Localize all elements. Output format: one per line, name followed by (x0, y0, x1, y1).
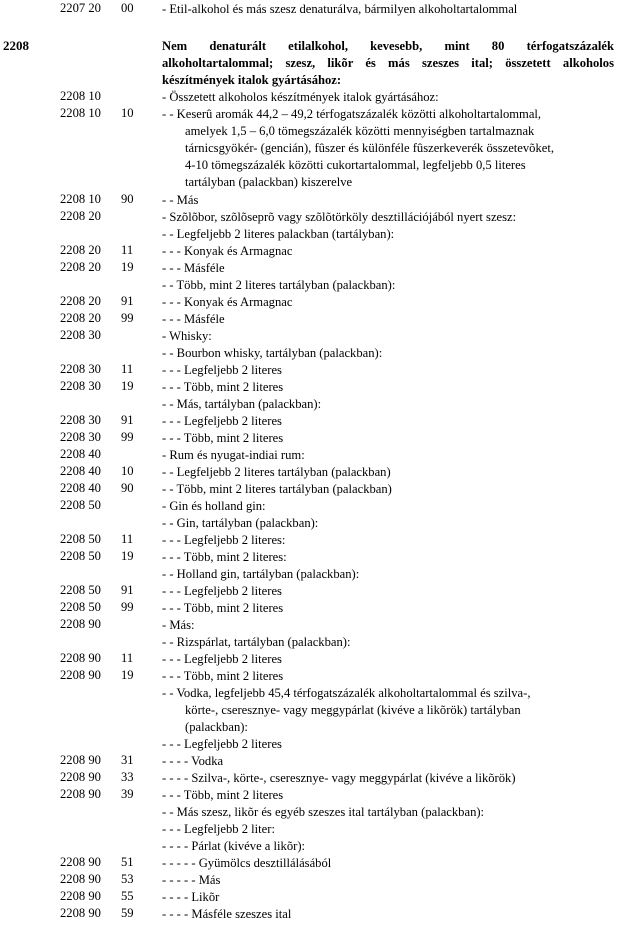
description-line: alkoholtartalommal; szesz, likõr és más szeszes ital; összetett alkoholos (162, 56, 614, 71)
description (162, 668, 614, 685)
description-line: - - - - Másféle szeszes ital (162, 907, 292, 921)
description-line: - Rum és nyugat-indiai rum: (162, 448, 305, 462)
heading-code: 2208 (3, 38, 29, 53)
description-line: - - - Legfeljebb 2 literes (162, 652, 282, 666)
description (162, 38, 614, 89)
subheading-code: 99 (121, 311, 134, 325)
subheading-code: 00 (121, 1, 134, 15)
description-line: - - - - Likõr (162, 890, 220, 904)
description (162, 651, 614, 668)
description-line: - - - Konyak és Armagnac (162, 244, 293, 258)
description-line: - - Vodka, legfeljebb 45,4 térfogatszázalék alkoholtartalommal és szilva-, (162, 686, 531, 700)
subheading-code: 31 (121, 753, 134, 767)
description-line: - - - Több, mint 2 literes: (162, 550, 287, 564)
subheading-code: 33 (121, 770, 134, 784)
description (162, 753, 614, 770)
description-line: - - - - - Más (162, 873, 221, 887)
cn-code: 2208 30 (60, 413, 101, 427)
description (162, 328, 614, 345)
description (162, 481, 614, 498)
description-line: - - - - Párlat (kivéve a likõr): (162, 839, 306, 853)
description-line: - - Bourbon whisky, tartályban (palackban): (162, 346, 383, 360)
cn-code: 2208 10 (60, 192, 101, 206)
cn-code: 2208 90 (60, 855, 101, 869)
description (162, 906, 614, 923)
description (162, 362, 614, 379)
description-line: - - - Legfeljebb 2 liter: (162, 822, 275, 836)
subheading-code: 91 (121, 583, 134, 597)
description (162, 311, 614, 328)
description (162, 770, 614, 787)
cn-code: 2208 30 (60, 362, 101, 376)
description-line: - - Más, tartályban (palackban): (162, 397, 322, 411)
cn-code: 2208 40 (60, 481, 101, 495)
description (162, 192, 614, 209)
description (162, 498, 614, 515)
cn-code: 2208 40 (60, 447, 101, 461)
cn-code: 2208 20 (60, 294, 101, 308)
description (162, 566, 614, 583)
description (162, 106, 614, 191)
subheading-code: 11 (121, 651, 134, 665)
cn-code: 2208 20 (60, 311, 101, 325)
cn-code: 2208 50 (60, 600, 101, 614)
description (162, 447, 614, 464)
description (162, 804, 614, 821)
description (162, 243, 614, 260)
description-line: - - - Több, mint 2 literes (162, 669, 284, 683)
description (162, 464, 614, 481)
cn-code: 2208 20 (60, 243, 101, 257)
cn-code: 2208 90 (60, 889, 101, 903)
description-line: 4-10 tömegszázalék közötti cukortartalommal, legfeljebb 0,5 literes (185, 158, 526, 173)
cn-code: 2208 90 (60, 668, 101, 682)
subheading-code: 19 (121, 379, 134, 393)
subheading-code: 53 (121, 872, 134, 886)
description-line: Nem denaturált etilalkohol, kevesebb, mint 80 térfogatszázalék (162, 39, 614, 53)
subheading-code: 19 (121, 549, 134, 563)
description-line: - - Legfeljebb 2 literes tartályban (palackban) (162, 465, 391, 479)
description (162, 430, 614, 447)
description-line: - - - - Szilva-, körte-, cseresznye- vagy meggypárlat (kivéve a likõrök) (162, 771, 516, 785)
cn-code: 2207 20 (60, 1, 101, 15)
subheading-code: 11 (121, 362, 134, 376)
subheading-code: 19 (121, 668, 134, 682)
description (162, 1, 614, 18)
subheading-code: 10 (121, 106, 134, 120)
description-line: - Whisky: (162, 329, 212, 343)
description (162, 209, 614, 226)
cn-code: 2208 20 (60, 209, 101, 223)
description (162, 277, 614, 294)
cn-code: 2208 50 (60, 583, 101, 597)
description (162, 549, 614, 566)
description-line: - - Rizspárlat, tartályban (palackban): (162, 635, 351, 649)
subheading-code: 10 (121, 464, 134, 478)
subheading-code: 11 (121, 532, 134, 546)
description-line: amelyek 1,5 – 6,0 tömegszázalék közötti mennyiségben tartalmaznak (185, 124, 535, 139)
description (162, 583, 614, 600)
subheading-code: 90 (121, 192, 134, 206)
description-line: - Etil-alkohol és más szesz denaturálva, bármilyen alkoholtartalommal (162, 2, 518, 16)
subheading-code: 91 (121, 413, 134, 427)
description-line: - - - Több, mint 2 literes (162, 431, 284, 445)
subheading-code: 99 (121, 430, 134, 444)
description (162, 515, 614, 532)
cn-code: 2208 50 (60, 549, 101, 563)
subheading-code: 39 (121, 787, 134, 801)
description-line: - - Több, mint 2 literes tartályban (palackban): (162, 278, 396, 292)
cn-code: 2208 30 (60, 328, 101, 342)
description-line: - - - Konyak és Armagnac (162, 295, 293, 309)
description-line: - - - Legfeljebb 2 literes (162, 363, 282, 377)
cn-code: 2208 20 (60, 260, 101, 274)
description-line: - - - Legfeljebb 2 literes (162, 737, 282, 751)
subheading-code: 51 (121, 855, 134, 869)
subheading-code: 55 (121, 889, 134, 903)
cn-code: 2208 50 (60, 532, 101, 546)
description-line: - - - Másféle (162, 312, 225, 326)
description-line: - - Több, mint 2 literes tartályban (palackban) (162, 482, 392, 496)
cn-code: 2208 90 (60, 651, 101, 665)
description (162, 838, 614, 855)
description (162, 736, 614, 753)
description-line: - - Holland gin, tartályban (palackban): (162, 567, 360, 581)
description (162, 413, 614, 430)
cn-code: 2208 90 (60, 787, 101, 801)
description-line: - - - Másféle (162, 261, 225, 275)
description-line: - Más: (162, 618, 195, 632)
description (162, 396, 614, 413)
description-line: - - Más szesz, likõr és egyéb szeszes ital tartályban (palackban): (162, 805, 485, 819)
cn-code: 2208 90 (60, 770, 101, 784)
subheading-code: 91 (121, 294, 134, 308)
cn-code: 2208 90 (60, 617, 101, 631)
description-line: - Gin és holland gin: (162, 499, 266, 513)
cn-code: 2208 30 (60, 379, 101, 393)
cn-code: 2208 90 (60, 753, 101, 767)
cn-code: 2208 10 (60, 106, 101, 120)
description-line: - - Gin, tartályban (palackban): (162, 516, 319, 530)
cn-code: 2208 40 (60, 464, 101, 478)
description-line: - - Keserû aromák 44,2 – 49,2 térfogatszázalék közötti alkoholtartalommal, (162, 107, 542, 121)
description (162, 634, 614, 651)
cn-code: 2208 30 (60, 430, 101, 444)
description (162, 532, 614, 549)
description-line: tárnicsgyökér- (gencián), fûszer és különféle fûszerkeverék összetevõket, (185, 141, 554, 156)
description-line: - - - - Vodka (162, 754, 224, 768)
description-line: - - - Több, mint 2 literes (162, 788, 284, 802)
cn-code: 2208 90 (60, 906, 101, 920)
description-line: - - - Legfeljebb 2 literes (162, 584, 282, 598)
description-line: - - Legfeljebb 2 literes palackban (tartályban): (162, 227, 395, 241)
description (162, 872, 614, 889)
subheading-code: 99 (121, 600, 134, 614)
subheading-code: 90 (121, 481, 134, 495)
description-line: - - - Több, mint 2 literes (162, 601, 284, 615)
description (162, 617, 614, 634)
cn-code: 2208 50 (60, 498, 101, 512)
description-line: - - - - - Gyümölcs desztillálásából (162, 856, 332, 870)
subheading-code: 59 (121, 906, 134, 920)
description (162, 855, 614, 872)
description (162, 600, 614, 617)
description (162, 260, 614, 277)
description-line: - - - Legfeljebb 2 literes (162, 414, 282, 428)
cn-code: 2208 10 (60, 89, 101, 103)
description-line: készítmények italok gyártásához: (162, 73, 342, 88)
cn-code: 2208 90 (60, 872, 101, 886)
description (162, 685, 614, 736)
description (162, 89, 614, 106)
description-line: tartályban (palackban) kiszerelve (185, 175, 353, 190)
description-line: körte-, cseresznye- vagy meggypárlat (kivéve a likõrök) tartályban (185, 703, 521, 718)
description-line: - Szõlõbor, szõlõseprõ vagy szõlõtörköly desztillációjából nyert szesz: (162, 210, 517, 224)
description (162, 821, 614, 838)
description-line: - - Más (162, 193, 199, 207)
description-line: - Összetett alkoholos készítmények italok gyártásához: (162, 90, 439, 104)
description (162, 889, 614, 906)
description (162, 294, 614, 311)
subheading-code: 11 (121, 243, 134, 257)
subheading-code: 19 (121, 260, 134, 274)
description (162, 226, 614, 243)
description-line: (palackban): (185, 720, 248, 735)
description (162, 379, 614, 396)
description-line: - - - Legfeljebb 2 literes: (162, 533, 286, 547)
description (162, 787, 614, 804)
description (162, 345, 614, 362)
description-line: - - - Több, mint 2 literes (162, 380, 284, 394)
